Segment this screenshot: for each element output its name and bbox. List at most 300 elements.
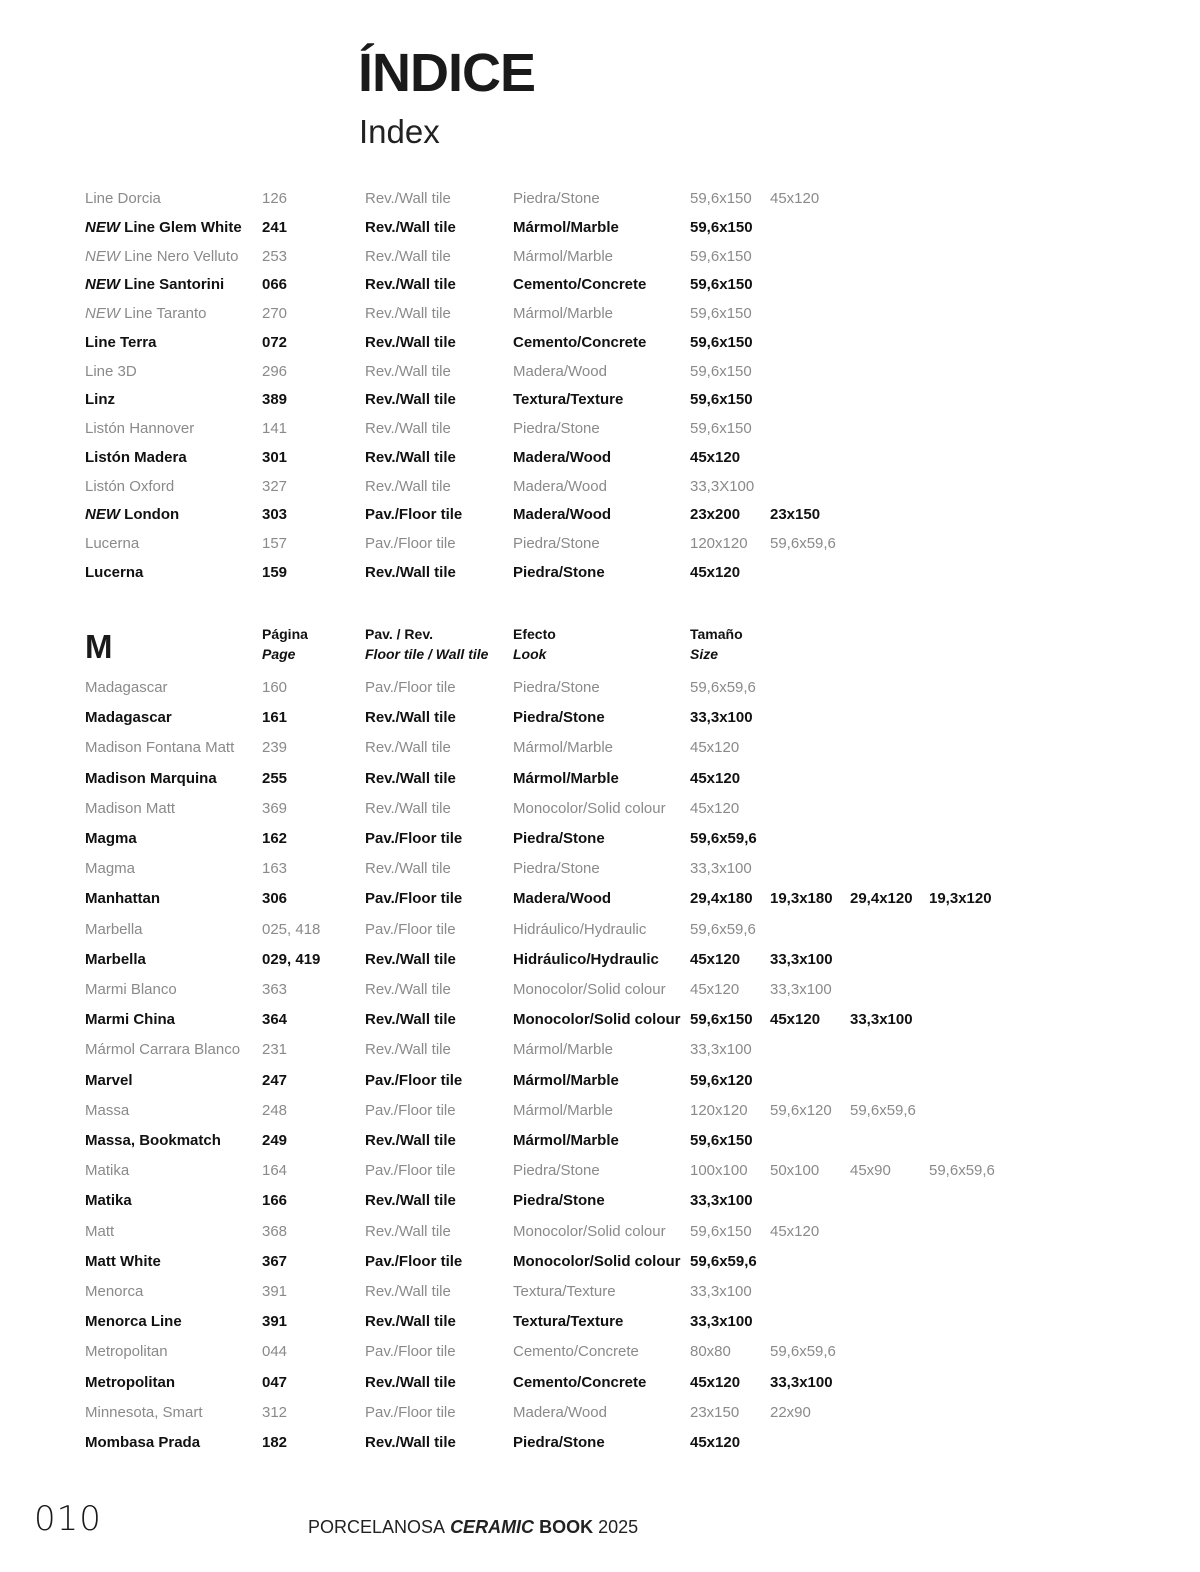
tile-size: 45x120 — [770, 1011, 821, 1029]
new-tag: NEW — [85, 506, 120, 524]
page-subtitle: Index — [359, 113, 440, 150]
series-name-text: Line Glem White — [120, 218, 242, 236]
series-name-text: Line Taranto — [120, 305, 207, 322]
series-name-text: London — [120, 506, 180, 524]
series-name — [85, 1370, 175, 1396]
tile-type: Rev./Wall tile — [365, 247, 451, 265]
table-row — [0, 215, 1200, 241]
new-tag: NEW — [85, 218, 120, 236]
series-name-text: Line Dorcia — [85, 190, 161, 207]
series-name-text: Matt — [85, 1222, 115, 1240]
table-row — [0, 886, 1200, 912]
footer-year: 2025 — [598, 1517, 639, 1537]
table-row — [0, 735, 1200, 761]
series-name-text: Matika — [85, 1192, 132, 1210]
tile-type: Pav./Floor tile — [365, 535, 456, 552]
table-row — [0, 826, 1200, 852]
tile-size: 59,6x59,6 — [850, 1101, 916, 1119]
series-name-text: Line 3D — [85, 362, 137, 380]
tile-type: Pav./Floor tile — [365, 890, 463, 908]
table-row — [0, 387, 1200, 413]
tile-size: 33,3x100 — [690, 1041, 752, 1059]
tile-size: 59,6x120 — [690, 1071, 753, 1089]
series-name — [85, 215, 242, 241]
table-row — [0, 330, 1200, 356]
table-row — [0, 272, 1200, 298]
tile-size: 45x120 — [690, 950, 741, 968]
series-name — [85, 1339, 168, 1365]
tile-type: Pav./Floor tile — [365, 830, 463, 847]
tile-size: 59,6x150 — [690, 1132, 753, 1149]
series-name — [85, 1068, 133, 1094]
series-name-text: Marbella — [85, 950, 146, 968]
tile-look: Mármol/Marble — [513, 739, 614, 757]
page-number-cell: 247 — [262, 1071, 288, 1089]
tile-type: Rev./Wall tile — [365, 362, 451, 380]
tile-size: 45x120 — [690, 563, 741, 581]
tile-size: 19,3x180 — [770, 890, 833, 908]
series-name-text: Massa — [85, 1101, 130, 1119]
table-row — [0, 1249, 1200, 1275]
tile-look: Madera/Wood — [513, 477, 607, 495]
column-header-type-en: Floor tile / Wall tile — [365, 646, 489, 662]
tile-size: 45x120 — [770, 190, 820, 207]
series-name — [85, 387, 115, 413]
tile-size: 33,3x100 — [690, 1192, 753, 1210]
table-row — [0, 1400, 1200, 1426]
tile-type: Rev./Wall tile — [365, 563, 456, 581]
tile-look: Cemento/Concrete — [513, 1373, 647, 1391]
tile-size: 59,6x150 — [690, 362, 752, 380]
page-number-cell: 364 — [262, 1011, 288, 1029]
page-number-cell: 296 — [262, 362, 288, 380]
table-row — [0, 301, 1200, 327]
series-name-text: Listón Hannover — [85, 420, 195, 437]
series-name-text: Magma — [85, 830, 137, 847]
column-header-page-en: Page — [262, 646, 296, 662]
series-name-text: Minnesota, Smart — [85, 1403, 203, 1421]
tile-type: Pav./Floor tile — [365, 1162, 456, 1180]
tile-look: Madera/Wood — [513, 448, 612, 466]
series-name — [85, 1128, 221, 1154]
tile-size: 45x90 — [850, 1162, 891, 1180]
series-name — [85, 1279, 143, 1305]
page-number-cell: 255 — [262, 769, 288, 787]
series-name — [85, 1037, 240, 1063]
tile-size: 59,6x59,6 — [770, 1343, 836, 1361]
table-row — [0, 917, 1200, 943]
series-name-text: Lucerna — [85, 563, 144, 581]
tile-type: Pav./Floor tile — [365, 1252, 463, 1270]
tile-look: Mármol/Marble — [513, 1071, 619, 1089]
tile-size: 45x120 — [690, 769, 741, 787]
series-name — [85, 705, 172, 731]
page-number-cell: 161 — [262, 709, 288, 727]
tile-type: Rev./Wall tile — [365, 1041, 451, 1059]
page-number-cell: 249 — [262, 1132, 288, 1149]
table-row — [0, 1068, 1200, 1094]
page-number-cell: 253 — [262, 247, 288, 265]
tile-size: 29,4x120 — [850, 890, 913, 908]
column-header-page — [262, 624, 308, 664]
footer-book: BOOK — [539, 1517, 594, 1537]
series-name-text: Madagascar — [85, 679, 168, 696]
page-number-cell: 239 — [262, 739, 288, 757]
table-row — [0, 766, 1200, 792]
tile-look: Piedra/Stone — [513, 535, 600, 552]
series-name — [85, 445, 187, 471]
table-row — [0, 445, 1200, 471]
tile-type: Rev./Wall tile — [365, 860, 451, 878]
page-number-cell: 029, 419 — [262, 950, 321, 968]
tile-look: Cemento/Concrete — [513, 1343, 639, 1361]
series-name — [85, 766, 217, 792]
tile-look: Textura/Texture — [513, 1283, 616, 1300]
table-row — [0, 1128, 1200, 1154]
series-name — [85, 272, 224, 298]
tile-size: 59,6x150 — [690, 333, 753, 351]
tile-type: Rev./Wall tile — [365, 448, 456, 466]
series-name-text: Listón Oxford — [85, 477, 175, 495]
tile-size: 59,6x59,6 — [690, 1252, 757, 1270]
new-tag: NEW — [85, 247, 120, 265]
tile-size: 33,3x100 — [690, 1283, 752, 1300]
tile-look: Mármol/Marble — [513, 1041, 614, 1059]
tile-size: 59,6x59,6 — [690, 920, 756, 938]
tile-type: Rev./Wall tile — [365, 391, 456, 409]
series-name-text: Line Santorini — [120, 276, 225, 294]
tile-size: 59,6x150 — [690, 247, 752, 265]
column-header-look-en: Look — [513, 646, 547, 662]
tile-size: 45x120 — [690, 448, 741, 466]
tile-type: Rev./Wall tile — [365, 276, 456, 294]
series-name-text: Madagascar — [85, 709, 172, 727]
tile-look: Cemento/Concrete — [513, 333, 647, 351]
column-header-size-en: Size — [690, 646, 719, 662]
tile-type: Rev./Wall tile — [365, 1434, 456, 1451]
page-number-cell: 241 — [262, 218, 288, 236]
page-number-cell: 248 — [262, 1101, 288, 1119]
page-number-cell: 162 — [262, 830, 288, 847]
page-number-cell: 072 — [262, 333, 288, 351]
table-row — [0, 502, 1200, 528]
series-name — [85, 1219, 114, 1245]
tile-type: Rev./Wall tile — [365, 218, 456, 236]
series-name-text: Marbella — [85, 920, 143, 938]
tile-look: Madera/Wood — [513, 890, 612, 908]
column-header-type — [365, 624, 488, 664]
series-name-text: Mármol Carrara Blanco — [85, 1041, 241, 1059]
tile-size: 33,3x100 — [770, 1373, 833, 1391]
page-number-cell: 164 — [262, 1162, 288, 1180]
tile-look: Mármol/Marble — [513, 305, 614, 322]
series-name — [85, 531, 139, 557]
page-number-cell: 389 — [262, 391, 288, 409]
tile-look: Monocolor/Solid colour — [513, 1252, 681, 1270]
tile-size: 45x120 — [690, 799, 740, 817]
tile-size: 33,3x100 — [690, 709, 753, 727]
tile-size: 33,3X100 — [690, 477, 755, 495]
table-row — [0, 796, 1200, 822]
page-number-cell: 159 — [262, 563, 288, 581]
series-name — [85, 856, 135, 882]
tile-look: Madera/Wood — [513, 1403, 607, 1421]
table-row — [0, 856, 1200, 882]
tile-look: Madera/Wood — [513, 362, 607, 380]
tile-type: Rev./Wall tile — [365, 739, 451, 757]
series-name-text: Madison Marquina — [85, 769, 217, 787]
table-row — [0, 705, 1200, 731]
series-name-text: Matt White — [85, 1252, 161, 1270]
series-name — [85, 416, 194, 442]
page-number: 010 — [34, 1499, 102, 1539]
tile-size: 33,3x100 — [690, 860, 752, 878]
series-name-text: Menorca Line — [85, 1313, 182, 1331]
series-name — [85, 1098, 129, 1124]
series-name-text: Matika — [85, 1162, 130, 1180]
tile-type: Pav./Floor tile — [365, 1071, 463, 1089]
page-number-cell: 301 — [262, 448, 288, 466]
tile-size: 33,3x100 — [770, 950, 833, 968]
tile-look: Piedra/Stone — [513, 420, 600, 437]
page-number-cell: 025, 418 — [262, 920, 321, 938]
tile-type: Pav./Floor tile — [365, 679, 456, 696]
series-name-text: Line Nero Velluto — [120, 247, 239, 265]
table-row — [0, 359, 1200, 385]
tile-type: Rev./Wall tile — [365, 305, 451, 322]
table-row — [0, 1158, 1200, 1184]
table-row — [0, 416, 1200, 442]
series-name — [85, 359, 137, 385]
tile-size: 59,6x59,6 — [690, 679, 756, 696]
tile-look: Piedra/Stone — [513, 679, 600, 696]
tile-size: 50x100 — [770, 1162, 820, 1180]
series-name-text: Lucerna — [85, 535, 140, 552]
tile-size: 45x120 — [690, 981, 740, 998]
series-name — [85, 977, 177, 1003]
table-row — [0, 1309, 1200, 1335]
tile-size: 23x200 — [690, 506, 741, 524]
tile-size: 45x120 — [690, 739, 740, 757]
tile-type: Rev./Wall tile — [365, 1011, 456, 1029]
column-header-size — [690, 624, 743, 664]
table-row — [0, 1007, 1200, 1033]
new-tag: NEW — [85, 276, 120, 294]
tile-size: 59,6x150 — [690, 1011, 753, 1029]
tile-type: Rev./Wall tile — [365, 1313, 456, 1331]
series-name — [85, 502, 179, 528]
series-name — [85, 675, 168, 701]
tile-look: Mármol/Marble — [513, 1101, 614, 1119]
column-header-look — [513, 624, 556, 664]
series-name-text: Line Terra — [85, 333, 157, 351]
series-name-text: Madison Fontana Matt — [85, 739, 235, 757]
table-row — [0, 531, 1200, 557]
tile-look: Hidráulico/Hydraulic — [513, 950, 659, 968]
footer-ceramic: CERAMIC — [450, 1517, 535, 1537]
page-number-cell: 327 — [262, 477, 288, 495]
tile-size: 19,3x120 — [929, 890, 992, 908]
page-number-cell: 160 — [262, 679, 288, 696]
tile-size: 80x80 — [690, 1343, 731, 1361]
page-number-cell: 163 — [262, 860, 288, 878]
series-name — [85, 1249, 161, 1275]
tile-look: Monocolor/Solid colour — [513, 799, 666, 817]
tile-size: 59,6x59,6 — [929, 1162, 995, 1180]
page-number-cell: 166 — [262, 1192, 288, 1210]
series-name — [85, 886, 160, 912]
series-name — [85, 301, 206, 327]
tile-size: 59,6x150 — [690, 305, 752, 322]
series-name — [85, 1400, 203, 1426]
tile-size: 120x120 — [690, 535, 748, 552]
tile-type: Rev./Wall tile — [365, 477, 451, 495]
tile-look: Piedra/Stone — [513, 830, 605, 847]
table-row — [0, 1037, 1200, 1063]
tile-type: Pav./Floor tile — [365, 1101, 456, 1119]
column-header-size-es: Tamaño — [690, 626, 743, 642]
tile-look: Monocolor/Solid colour — [513, 1222, 666, 1240]
tile-type: Rev./Wall tile — [365, 981, 451, 998]
tile-size: 59,6x150 — [690, 391, 753, 409]
series-name — [85, 186, 161, 212]
tile-size: 33,3x100 — [850, 1011, 913, 1029]
tile-size: 22x90 — [770, 1403, 811, 1421]
tile-size: 59,6x59,6 — [770, 535, 836, 552]
tile-look: Piedra/Stone — [513, 563, 605, 581]
page-number-cell: 303 — [262, 506, 288, 524]
series-name — [85, 1430, 200, 1456]
table-row — [0, 474, 1200, 500]
tile-size: 120x120 — [690, 1101, 748, 1119]
tile-type: Rev./Wall tile — [365, 1373, 456, 1391]
tile-size: 45x120 — [690, 1373, 741, 1391]
table-row — [0, 1098, 1200, 1124]
page-number-cell: 126 — [262, 190, 288, 207]
tile-look: Piedra/Stone — [513, 1192, 605, 1210]
column-header-look-es: Efecto — [513, 626, 556, 642]
tile-look: Hidráulico/Hydraulic — [513, 920, 647, 938]
series-name-text: Linz — [85, 391, 115, 409]
series-name-text: Menorca — [85, 1283, 144, 1300]
series-name — [85, 1158, 129, 1184]
tile-type: Rev./Wall tile — [365, 950, 456, 968]
tile-look: Mármol/Marble — [513, 218, 619, 236]
series-name-text: Listón Madera — [85, 448, 187, 466]
page-number-cell: 391 — [262, 1313, 288, 1331]
table-row — [0, 1430, 1200, 1456]
column-header-page-es: Página — [262, 626, 308, 642]
tile-type: Pav./Floor tile — [365, 1403, 456, 1421]
page-number-cell: 141 — [262, 420, 288, 437]
page-number-cell: 363 — [262, 981, 288, 998]
tile-look: Monocolor/Solid colour — [513, 1011, 681, 1029]
series-name-text: Marvel — [85, 1071, 133, 1089]
tile-size: 59,6x150 — [690, 276, 753, 294]
tile-size: 59,6x150 — [690, 218, 753, 236]
tile-size: 29,4x180 — [690, 890, 753, 908]
tile-type: Rev./Wall tile — [365, 799, 451, 817]
page-number-cell: 231 — [262, 1041, 288, 1059]
page-title: ÍNDICE — [358, 43, 536, 103]
table-row — [0, 560, 1200, 586]
tile-type: Rev./Wall tile — [365, 709, 456, 727]
page-number-cell: 044 — [262, 1343, 288, 1361]
page-number-cell: 157 — [262, 535, 288, 552]
tile-size: 59,6x150 — [690, 420, 752, 437]
tile-size: 59,6x59,6 — [690, 830, 757, 847]
tile-size: 33,3x100 — [690, 1313, 753, 1331]
table-row — [0, 947, 1200, 973]
section-letter: M — [85, 628, 113, 665]
series-name-text: Massa, Bookmatch — [85, 1132, 221, 1149]
series-name-text: Mombasa Prada — [85, 1434, 201, 1451]
tile-look: Piedra/Stone — [513, 190, 600, 207]
series-name — [85, 1309, 182, 1335]
table-row — [0, 977, 1200, 1003]
tile-size: 59,6x150 — [690, 1222, 752, 1240]
series-name — [85, 826, 137, 852]
tile-look: Mármol/Marble — [513, 1132, 619, 1149]
series-name-text: Manhattan — [85, 890, 160, 908]
tile-type: Rev./Wall tile — [365, 1283, 451, 1300]
series-name — [85, 244, 238, 270]
table-row — [0, 675, 1200, 701]
tile-size: 45x120 — [690, 1434, 741, 1451]
column-header-type-es: Pav. / Rev. — [365, 626, 433, 642]
tile-size: 33,3x100 — [770, 981, 832, 998]
page-number-cell: 270 — [262, 305, 288, 322]
section-header-m — [0, 624, 1200, 674]
new-tag: NEW — [85, 305, 120, 322]
tile-type: Pav./Floor tile — [365, 506, 463, 524]
tile-type: Rev./Wall tile — [365, 420, 451, 437]
series-name — [85, 330, 156, 356]
tile-type: Rev./Wall tile — [365, 190, 451, 207]
page-number-cell: 047 — [262, 1373, 288, 1391]
series-name — [85, 1188, 132, 1214]
series-name-text: Metropolitan — [85, 1343, 168, 1361]
tile-size: 23x150 — [690, 1403, 740, 1421]
table-row — [0, 186, 1200, 212]
page-number-cell: 306 — [262, 890, 288, 908]
series-name-text: Metropolitan — [85, 1373, 175, 1391]
tile-look: Mármol/Marble — [513, 247, 614, 265]
series-name — [85, 735, 234, 761]
page-number-cell: 367 — [262, 1252, 288, 1270]
tile-look: Piedra/Stone — [513, 709, 605, 727]
tile-look: Madera/Wood — [513, 506, 612, 524]
tile-type: Pav./Floor tile — [365, 1343, 456, 1361]
tile-look: Cemento/Concrete — [513, 276, 647, 294]
tile-look: Textura/Texture — [513, 391, 624, 409]
tile-look: Mármol/Marble — [513, 769, 619, 787]
page-number-cell: 391 — [262, 1283, 288, 1300]
tile-type: Rev./Wall tile — [365, 1192, 456, 1210]
page-number-cell: 066 — [262, 276, 288, 294]
table-row — [0, 1188, 1200, 1214]
series-name — [85, 560, 143, 586]
table-row — [0, 1279, 1200, 1305]
tile-look: Piedra/Stone — [513, 1162, 600, 1180]
tile-size: 59,6x120 — [770, 1101, 832, 1119]
series-name-text: Marmi China — [85, 1011, 176, 1029]
table-row — [0, 1370, 1200, 1396]
series-name — [85, 474, 174, 500]
page-number-cell: 369 — [262, 799, 288, 817]
table-row — [0, 1339, 1200, 1365]
tile-type: Rev./Wall tile — [365, 1132, 456, 1149]
